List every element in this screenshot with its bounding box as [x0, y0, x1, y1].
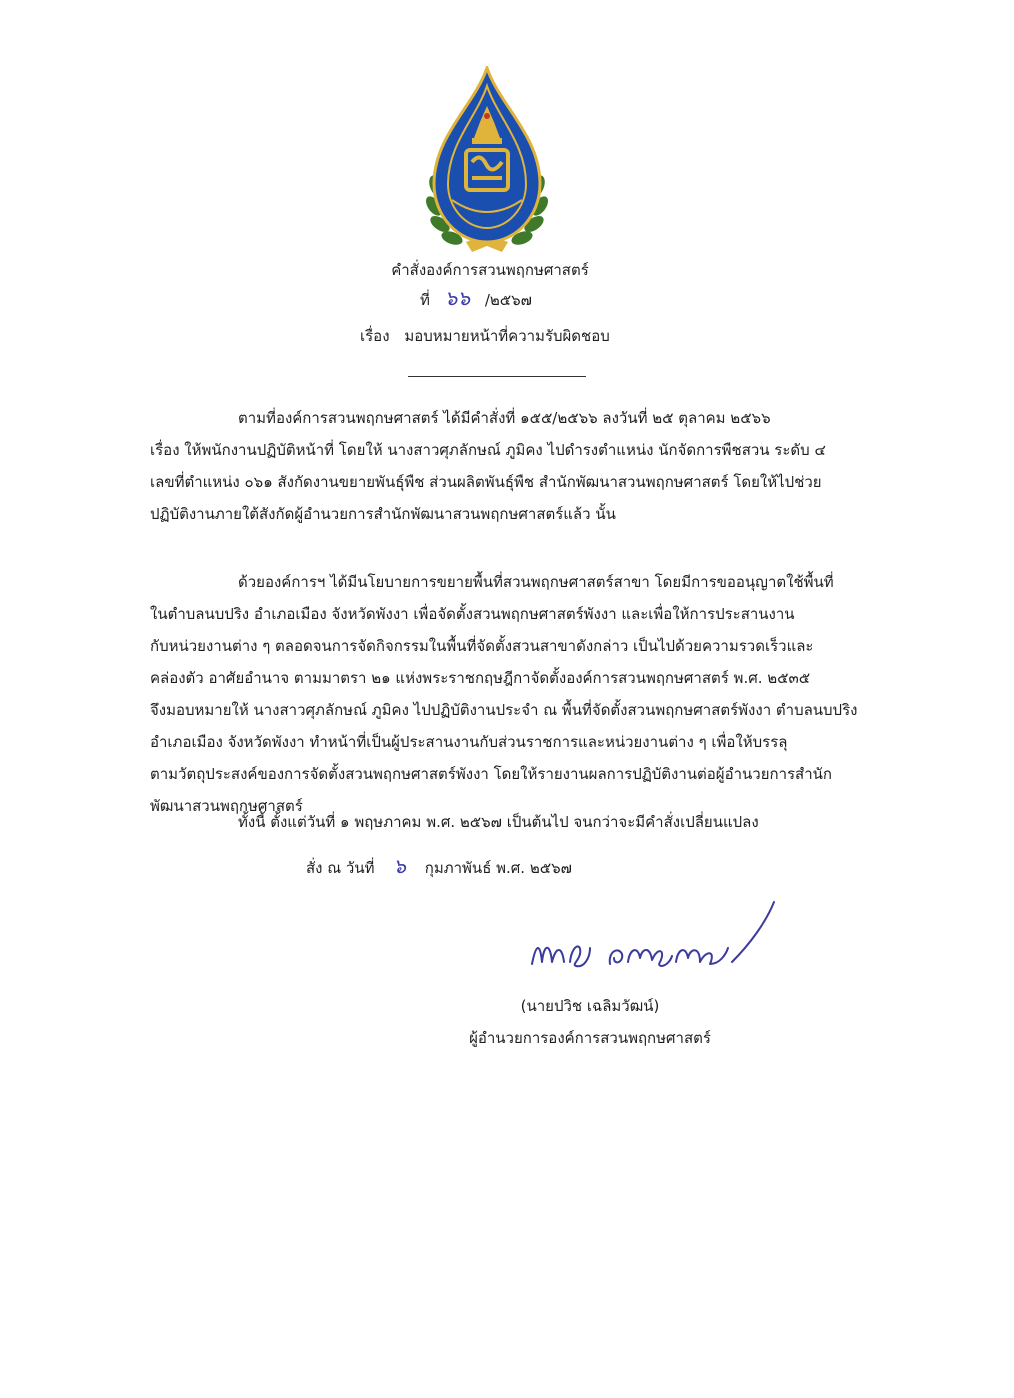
order-number-handwritten: ๖๖	[444, 286, 471, 310]
signer-name: (นายปวิช เฉลิมวัฒน์)	[520, 997, 660, 1015]
subject-label: เรื่อง	[360, 327, 390, 345]
paragraph-2	[150, 566, 872, 822]
paragraph-line: ในตำบลนบปริง อำเภอเมือง จังหวัดพังงา เพื่อจัดตั้งสวนพฤกษศาสตร์พังงา และเพื่อให้การประสานงาน	[150, 605, 795, 623]
order-number-row	[420, 288, 532, 310]
paragraph-line: คล่องตัว อาศัยอำนาจ ตามมาตรา ๒๑ แห่งพระราชกฤษฎีกาจัดตั้งองค์การสวนพฤกษศาสตร์ พ.ศ. ๒๕๓๕	[150, 669, 811, 687]
date-suffix: กุมภาพันธ์ พ.ศ. ๒๕๖๗	[424, 859, 572, 877]
paragraph-line: เลขที่ตำแหน่ง ๐๖๑ สังกัดงานขยายพันธุ์พืช ส่วนผลิตพันธุ์พืช สำนักพัฒนาสวนพฤกษศาสตร์ โดยให้ไปช่วย	[150, 473, 822, 491]
effective-date-paragraph: ทั้งนี้ ตั้งแต่วันที่ ๑ พฤษภาคม พ.ศ. ๒๕๖๗ เป็นต้นไป จนกว่าจะมีคำสั่งเปลี่ยนแปลง	[238, 813, 759, 831]
paragraph-line: จึงมอบหมายให้ นางสาวศุภลักษณ์ ภูมิคง ไปปฏิบัติงานประจำ ณ พื้นที่จัดตั้งสวนพฤกษศาสตร์พังงา ตำบลนบปริง	[150, 701, 858, 719]
order-number-label: ที่	[420, 291, 430, 309]
subject-text: มอบหมายหน้าที่ความรับผิดชอบ	[404, 327, 610, 345]
paragraph-line: อำเภอเมือง จังหวัดพังงา ทำหน้าที่เป็นผู้ประสานงานกับส่วนราชการและหน่วยงานต่าง ๆ เพื่อให้บรรลุ	[150, 733, 788, 751]
order-title: คำสั่งองค์การสวนพฤกษศาสตร์	[391, 261, 589, 279]
date-day-handwritten: ๖	[393, 854, 406, 878]
paragraph-line: ตามวัตถุประสงค์ของการจัดตั้งสวนพฤกษศาสตร์พังงา โดยให้รายงานผลการปฏิบัติงานต่อผู้อำนวยการสำนัก	[150, 765, 832, 783]
organization-logo-icon	[422, 66, 552, 256]
paragraph-line: ปฏิบัติงานภายใต้สังกัดผู้อำนวยการสำนักพัฒนาสวนพฤกษศาสตร์แล้ว นั้น	[150, 505, 616, 523]
paragraph-line: กับหน่วยงานต่าง ๆ ตลอดจนการจัดกิจกรรมในพื้นที่จัดตั้งสวนสาขาดังกล่าว เป็นไปด้วยความรวดเร็วและ	[150, 637, 814, 655]
paragraph-1	[150, 402, 872, 530]
subject-row	[360, 326, 610, 346]
title-divider	[408, 376, 586, 377]
signer-position: ผู้อำนวยการองค์การสวนพฤกษศาสตร์	[469, 1029, 711, 1047]
paragraph-line: ตามที่องค์การสวนพฤกษศาสตร์ ได้มีคำสั่งที่ ๑๕๕/๒๕๖๖ ลงวันที่ ๒๕ ตุลาคม ๒๕๖๖	[238, 409, 771, 427]
order-number-year: /๒๕๖๗	[484, 291, 532, 309]
paragraph-line: พัฒนาสวนพฤกษศาสตร์	[150, 797, 303, 815]
paragraph-line: ด้วยองค์การฯ ได้มีนโยบายการขยายพื้นที่สวนพฤกษศาสตร์สาขา โดยมีการขออนุญาตใช้พื้นที่	[238, 573, 834, 591]
order-date-row	[306, 856, 572, 878]
date-prefix: สั่ง ณ วันที่	[306, 859, 375, 877]
paragraph-line: เรื่อง ให้พนักงานปฏิบัติหน้าที่ โดยให้ นางสาวศุภลักษณ์ ภูมิคง ไปดำรงตำแหน่ง นักจัดการพืชสวน ระดับ ๔	[150, 441, 826, 459]
handwritten-signature	[510, 892, 780, 992]
